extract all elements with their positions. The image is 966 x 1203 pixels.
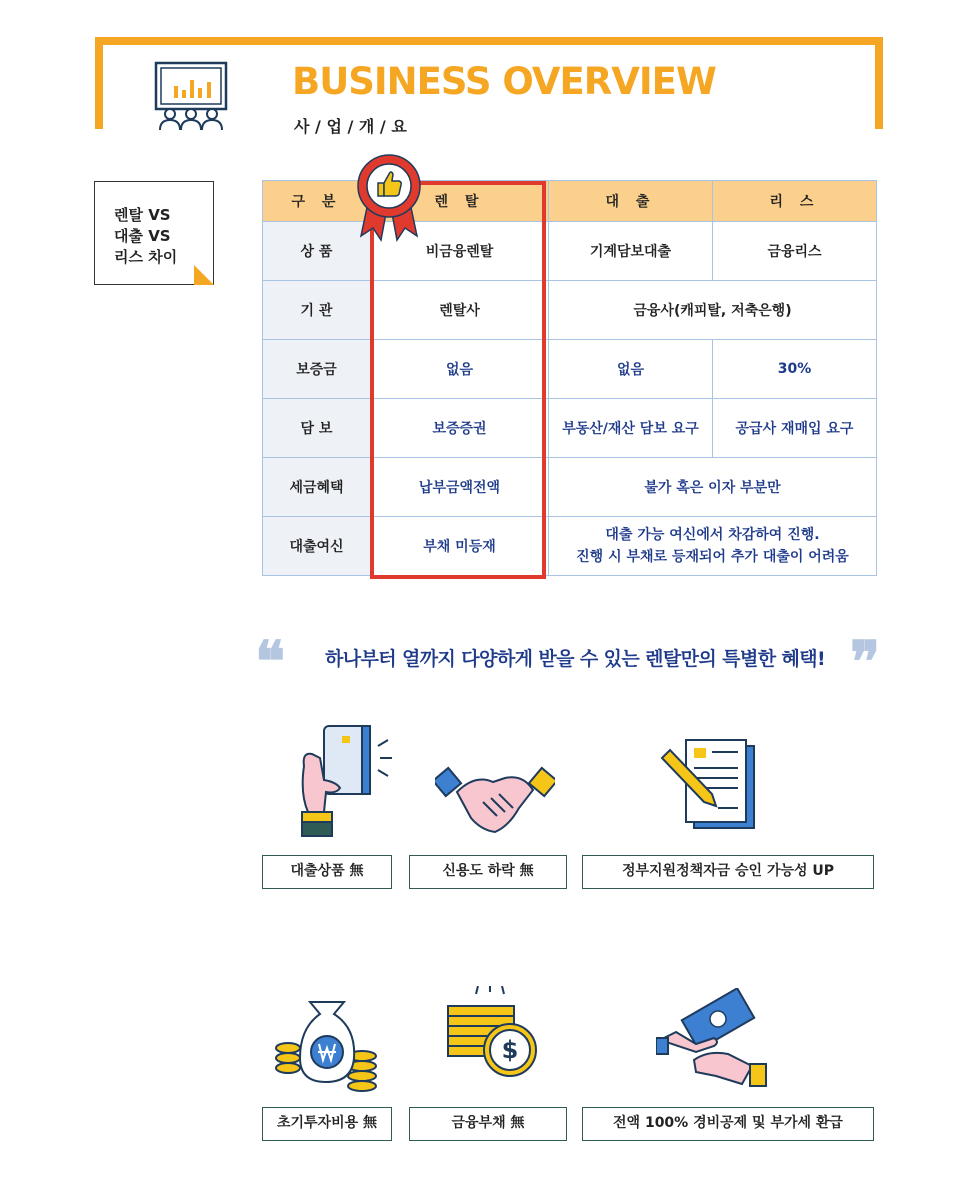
benefit-label: 초기투자비용 無 [262, 1107, 392, 1141]
benefit-headline: 하나부터 열까지 다양하게 받을 수 있는 렌탈만의 특별한 혜택! [325, 648, 826, 670]
thumbs-up-ribbon-icon [355, 152, 423, 242]
benefit-label: 정부지원정책자금 승인 가능성 UP [582, 855, 874, 889]
page-subtitle: 사 / 업 / 개 / 요 [294, 117, 407, 136]
row-label: 세금혜택 [263, 458, 371, 517]
table-row [263, 517, 877, 576]
rental-cell: 없음 [371, 340, 549, 399]
side-note [94, 181, 214, 285]
benefit-label: 전액 100% 경비공제 및 부가세 환급 [582, 1107, 874, 1141]
close-quote-icon: ❞ [850, 629, 881, 695]
lease-cell: 금융리스 [713, 222, 877, 281]
row-label: 상 품 [263, 222, 371, 281]
open-quote-icon: ❝ [255, 629, 286, 695]
loan-lease-line: 대출 가능 여신에서 차감하여 진행. [605, 527, 820, 543]
rental-cell: 비금융렌탈 [371, 222, 549, 281]
row-label: 대출여신 [263, 517, 371, 576]
page-title: BUSINESS OVERVIEW [292, 60, 716, 103]
loan-cell: 없음 [549, 340, 713, 399]
table-row [263, 340, 877, 399]
table-row [263, 399, 877, 458]
header-rental: 렌 탈 [371, 181, 549, 222]
handshake-icon [435, 752, 555, 838]
rental-cell: 납부금액전액 [371, 458, 549, 517]
benefit-label: 금융부채 無 [409, 1107, 567, 1141]
header-category: 구 분 [263, 181, 371, 222]
row-label: 담 보 [263, 399, 371, 458]
loan-lease-cell [549, 517, 877, 576]
banknote-in-hands-icon [656, 988, 772, 1092]
loan-cell: 부동산/재산 담보 요구 [549, 399, 713, 458]
benefit-label: 대출상품 無 [262, 855, 392, 889]
header-frame-right [875, 37, 883, 129]
table-row [263, 458, 877, 517]
header-lease: 리 스 [713, 181, 877, 222]
document-pen-icon [660, 736, 760, 836]
lease-cell: 공급사 재매입 요구 [713, 399, 877, 458]
svg-text:$: $ [501, 1036, 519, 1064]
rental-cell: 부채 미등재 [371, 517, 549, 576]
rental-cell: 렌탈사 [371, 281, 549, 340]
side-note-line: 리스 차이 [114, 248, 178, 266]
header-frame-left [95, 37, 103, 129]
side-note-line: 대출 VS [114, 227, 171, 245]
coin-stack-dollar-icon [444, 986, 540, 1082]
side-note-line: 렌탈 VS [114, 206, 171, 224]
lease-cell: 30% [713, 340, 877, 399]
row-label: 기 관 [263, 281, 371, 340]
loan-lease-cell: 금융사(캐피탈, 저축은행) [549, 281, 877, 340]
header-frame-top [95, 37, 883, 45]
table-row [263, 281, 877, 340]
card-in-hand-icon [296, 722, 396, 840]
money-bag-won-icon [274, 998, 380, 1092]
benefit-label: 신용도 하락 無 [409, 855, 567, 889]
row-label: 보증금 [263, 340, 371, 399]
presentation-board-icon [152, 60, 236, 132]
loan-lease-line: 진행 시 부채로 등재되어 추가 대출이 어려움 [576, 549, 849, 565]
header-loan: 대 출 [549, 181, 713, 222]
loan-cell: 기계담보대출 [549, 222, 713, 281]
loan-lease-cell: 불가 혹은 이자 부분만 [549, 458, 877, 517]
page-curl-icon [194, 265, 214, 285]
rental-cell: 보증증권 [371, 399, 549, 458]
